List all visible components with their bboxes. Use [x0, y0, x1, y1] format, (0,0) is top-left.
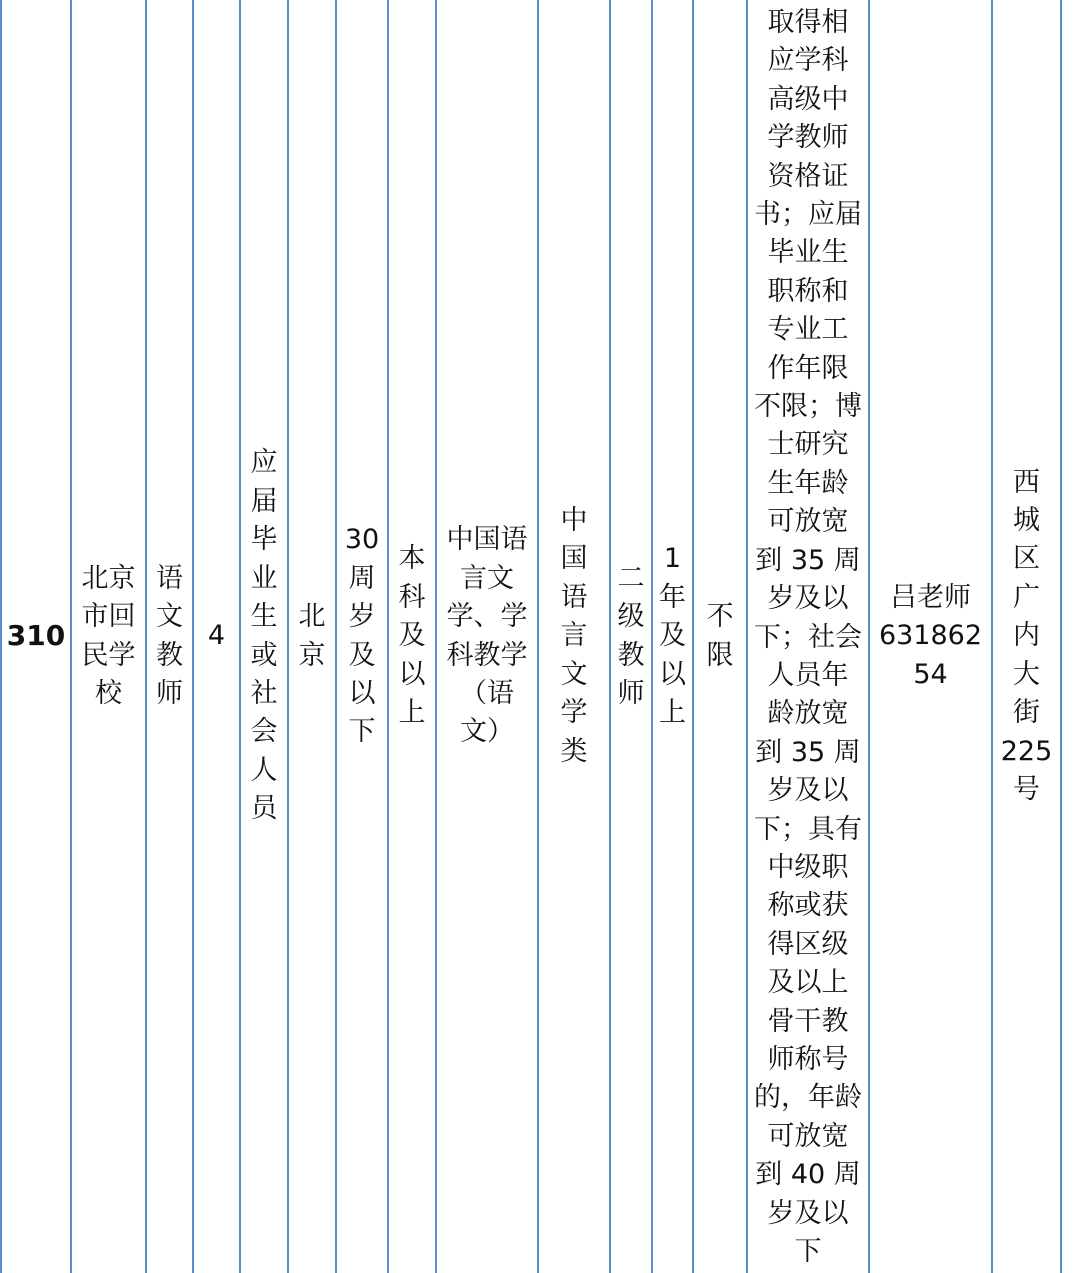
- age: 30 周 岁 及 以 下: [344, 524, 380, 748]
- cell-job-code: [0, 0, 72, 1273]
- cell-education: [389, 0, 437, 1273]
- cell-major: [437, 0, 539, 1273]
- cell-address: [993, 0, 1062, 1273]
- cell-headcount: [194, 0, 241, 1273]
- cell-applicant-type: [241, 0, 289, 1273]
- cell-experience: [653, 0, 694, 1273]
- cell-hukou: [289, 0, 337, 1273]
- contact: 吕老师 631862 54: [878, 581, 983, 690]
- cell-major-category: [539, 0, 611, 1273]
- experience: 1 年 及 以 上: [659, 543, 686, 729]
- job-code: 310: [6, 619, 66, 653]
- cell-title-requirement: [611, 0, 653, 1273]
- education: 本 科 及 以 上: [398, 543, 426, 729]
- major-category: 中 国 语 言 文 学 类: [560, 505, 588, 767]
- other-requirement: 不 限: [706, 601, 734, 671]
- cell-notes: [748, 0, 870, 1273]
- cell-contact: [870, 0, 993, 1273]
- notes: 取得相 应学科 高级中 学教师 资格证 书；应届 毕业生 职称和 专业工 作年限 不限；博 士研究 生年龄 可放宽 到 35 周 岁及以 下；社会 人员年 龄放宽 到 35 周 岁及以 下；具有 中级职 称或获 得区级 及以上 骨干教 师称号 的，年龄 可放宽 到 40 周 岁及以 下: [754, 7, 862, 1267]
- hukou: 北 京: [298, 601, 326, 671]
- address: 西 城 区 广 内 大 街 225 号: [1000, 466, 1053, 805]
- position: 语 文 教 师: [156, 562, 183, 709]
- employer: 北京 市回 民学 校: [81, 562, 136, 709]
- headcount: 4: [207, 620, 226, 652]
- applicant-type: 应 届 毕 业 生 或 社 会 人 员: [250, 447, 278, 825]
- cell-employer: [72, 0, 147, 1273]
- cell-position: [147, 0, 194, 1273]
- cell-other: [694, 0, 748, 1273]
- major: 中国语 言文 学、学 科教学 （语 文）: [446, 524, 528, 748]
- title-requirement: 二 级 教 师: [617, 562, 645, 709]
- cell-age: [337, 0, 389, 1273]
